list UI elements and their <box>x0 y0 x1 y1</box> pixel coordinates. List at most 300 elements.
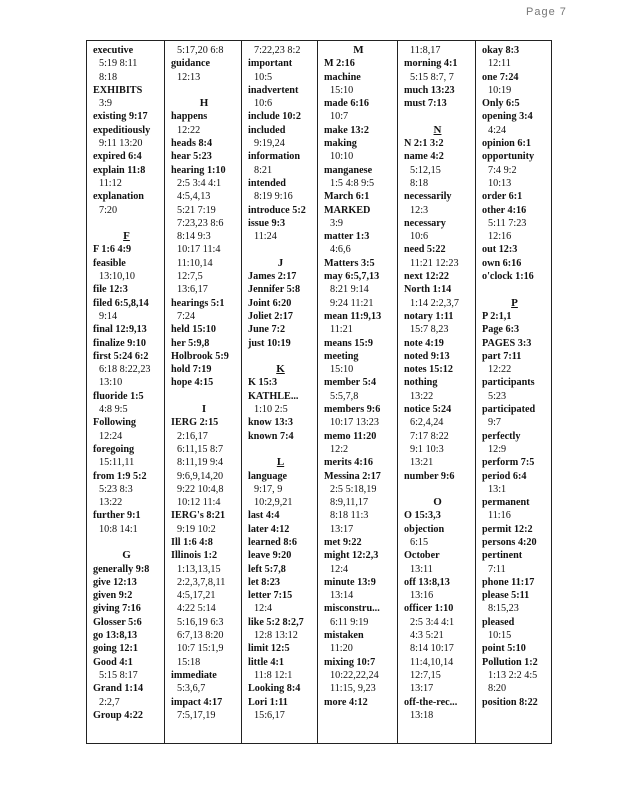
index-entry-page-ref: 12:4 <box>254 603 273 615</box>
index-entry-term: her 5:9,8 <box>171 337 210 349</box>
index-entry-term: Pollution 1:2 <box>482 656 538 668</box>
index-entry-page-ref: 10:6 <box>410 231 429 243</box>
index-entry-page-ref: 9:17, 9 <box>254 483 283 495</box>
index-entry-term: introduce 5:2 <box>248 204 306 216</box>
index-entry-page-ref: 13:22 <box>99 497 123 509</box>
index-entry-page-ref: 12:2 <box>330 443 349 455</box>
spacer <box>171 390 237 403</box>
index-entry-term: going 12:1 <box>93 643 138 655</box>
index-entry-page-ref: 5:19 8:11 <box>99 58 138 70</box>
index-entry-term: order 6:1 <box>482 191 523 203</box>
index-entry-term: please 5:11 <box>482 590 530 602</box>
index-entry-term: nothing <box>404 377 438 389</box>
index-entry-term: M 2:16 <box>324 58 355 70</box>
index-entry-term: phone 11:17 <box>482 576 535 588</box>
index-entry-page-ref: 10:15 <box>488 630 512 642</box>
index-entry-term: participated <box>482 404 536 416</box>
index-entry-term: meeting <box>324 350 359 362</box>
index-entry-term: impact 4:17 <box>171 696 223 708</box>
index-entry-page-ref: 9:24 11:21 <box>330 297 374 309</box>
index-entry-term: IERG's 8:21 <box>171 510 226 522</box>
index-entry-term: learned 8:6 <box>248 536 297 548</box>
index-entry-term: June 7:2 <box>248 324 286 336</box>
index-entry-page-ref: 10:6 <box>254 98 273 110</box>
index-entry-term: notes 15:12 <box>404 364 453 376</box>
section-letter-heading: M <box>353 44 364 56</box>
index-entry-term: explanation <box>93 191 144 203</box>
index-entry-page-ref: 7:5,17,19 <box>177 709 216 721</box>
index-entry-term: might 12:2,3 <box>324 550 379 562</box>
index-entry-page-ref: 13:22 <box>410 390 434 402</box>
index-entry-term: perform 7:5 <box>482 457 535 469</box>
index-entry-page-ref: 1:10 2:5 <box>254 404 288 416</box>
index-entry-term: P 2:1,1 <box>482 310 512 322</box>
index-entry-term: hearings 5:1 <box>171 297 225 309</box>
index-entry-term: issue 9:3 <box>248 217 286 229</box>
index-entry-page-ref: 10:8 14:1 <box>99 523 138 535</box>
index-entry-term: MARKED <box>324 204 371 216</box>
index-entry-page-ref: 6:2,4,24 <box>410 417 444 429</box>
index-entry-page-ref: 8:21 9:14 <box>330 284 369 296</box>
index-column-6 <box>476 41 552 743</box>
index-entry-term: language <box>248 470 288 482</box>
index-entry-page-ref: 12:11 <box>488 58 511 70</box>
index-entry-term: Holbrook 5:9 <box>171 350 229 362</box>
index-entry-term: executive <box>93 45 134 56</box>
index-entry-term: notary 1:11 <box>404 310 454 322</box>
index-entry-term: permit 12:2 <box>482 523 533 535</box>
index-entry-page-ref: 7:22,23 8:2 <box>254 45 301 56</box>
index-entry-term: giving 7:16 <box>93 603 141 615</box>
index-entry-term: out 12:3 <box>482 244 518 256</box>
index-entry-page-ref: 1:13,13,15 <box>177 563 221 575</box>
index-entry-term: okay 8:3 <box>482 45 520 56</box>
index-entry-page-ref: 15:10 <box>330 364 354 376</box>
index-entry-term: name 4:2 <box>404 151 444 163</box>
index-entry-term: other 4:16 <box>482 204 527 216</box>
index-entry-term: EXHIBITS <box>93 84 143 96</box>
index-entry-term: means 15:9 <box>324 337 373 349</box>
spacer <box>248 243 313 256</box>
spacer <box>93 536 160 549</box>
index-entry-term: N 2:1 3:2 <box>404 138 444 150</box>
index-entry-term: generally 9:8 <box>93 563 150 575</box>
index-entry-page-ref: 6:18 8:22,23 <box>99 364 151 376</box>
index-entry-term: Ill 1:6 4:8 <box>171 536 213 548</box>
index-column-1 <box>86 41 165 743</box>
spacer <box>171 84 237 97</box>
index-entry-page-ref: 13:10 <box>99 377 123 389</box>
index-entry-term: O 15:3,3 <box>404 510 441 522</box>
index-entry-term: make 13:2 <box>324 124 369 136</box>
index-entry-term: objection <box>404 523 445 535</box>
section-letter-heading: J <box>277 256 284 269</box>
index-entry-term: just 10:19 <box>248 337 291 349</box>
index-entry-page-ref: 15:6,17 <box>254 709 285 721</box>
index-entry-page-ref: 13:18 <box>410 709 434 721</box>
index-entry-term: Looking 8:4 <box>248 683 301 695</box>
spacer <box>248 350 313 363</box>
index-entry-page-ref: 5:16,19 6:3 <box>177 616 224 628</box>
index-entry-term: Joint 6:20 <box>248 297 292 309</box>
spacer <box>93 217 160 230</box>
index-entry-term: Glosser 5:6 <box>93 616 142 628</box>
index-entry-page-ref: 10:7 <box>330 111 349 123</box>
section-letter-heading: G <box>122 549 131 562</box>
index-entry-page-ref: 6:15 <box>410 536 429 548</box>
index-entry-page-ref: 7:20 <box>99 204 118 216</box>
index-entry-page-ref: 9:11 13:20 <box>99 138 143 150</box>
index-entry-term: Illinois 1:2 <box>171 550 218 562</box>
index-entry-page-ref: 8:18 <box>99 71 118 83</box>
index-entry-page-ref: 11:8,17 <box>410 45 441 56</box>
index-entry-page-ref: 13:14 <box>330 590 354 602</box>
index-entry-page-ref: 11:8 12:1 <box>254 669 293 681</box>
index-entry-page-ref: 7:11 <box>488 563 506 575</box>
index-entry-page-ref: 13:17 <box>410 683 434 695</box>
index-entry-term: hearing 1:10 <box>171 164 226 176</box>
index-entry-term: Jennifer 5:8 <box>248 284 301 296</box>
index-entry-term: o'clock 1:16 <box>482 271 534 283</box>
index-entry-term: expired 6:4 <box>93 151 142 163</box>
index-entry-page-ref: 7:17 8:22 <box>410 430 449 442</box>
index-entry-term: Messina 2:17 <box>324 470 381 482</box>
index-entry-term: held 15:10 <box>171 324 216 336</box>
index-entry-term: K 15:3 <box>248 377 278 389</box>
index-entry-page-ref: 8:14 9:3 <box>177 231 211 243</box>
section-letter-heading: O <box>433 496 442 509</box>
index-entry-term: finalize 9:10 <box>93 337 146 349</box>
section-letter-heading: K <box>276 363 285 376</box>
index-entry-page-ref: 2:5 3:4 4:1 <box>410 616 455 628</box>
index-entry-term: later 4:12 <box>248 523 290 535</box>
index-entry-term: machine <box>324 71 361 83</box>
index-entry-page-ref: 4:24 <box>488 124 507 136</box>
index-entry-page-ref: 5:17,20 6:8 <box>177 45 224 56</box>
index-entry-page-ref: 13:21 <box>410 457 434 469</box>
index-entry-page-ref: 4:5,17,21 <box>177 590 216 602</box>
index-entry-term: may 6:5,7,13 <box>324 271 380 283</box>
index-entry-page-ref: 13:11 <box>410 563 433 575</box>
index-entry-page-ref: 10:12 11:4 <box>177 497 221 509</box>
index-entry-term: necessarily <box>404 191 452 203</box>
index-entry-page-ref: 12:16 <box>488 231 512 243</box>
index-entry-term: feasible <box>93 257 126 269</box>
index-entry-term: opinion 6:1 <box>482 138 531 150</box>
index-entry-term: part 7:11 <box>482 350 522 362</box>
index-entry-term: heads 8:4 <box>171 138 213 150</box>
index-entry-term: Good 4:1 <box>93 656 133 668</box>
index-entry-term: number 9:6 <box>404 470 455 482</box>
index-entry-page-ref: 7:24 <box>177 310 196 322</box>
index-entry-term: fluoride 1:5 <box>93 390 144 402</box>
index-entry-term: met 9:22 <box>324 536 362 548</box>
index-entry-page-ref: 2:16,17 <box>177 430 208 442</box>
index-entry-page-ref: 9:19,24 <box>254 138 285 150</box>
index-entry-term: explain 11:8 <box>93 164 146 176</box>
index-entry-page-ref: 10:5 <box>254 71 273 83</box>
index-entry-term: letter 7:15 <box>248 590 293 602</box>
index-entry-term: guidance <box>171 58 211 70</box>
index-entry-term: persons 4:20 <box>482 536 537 548</box>
index-entry-page-ref: 10:17 11:4 <box>177 244 221 256</box>
word-index-table <box>86 40 552 744</box>
index-entry-page-ref: 13:10,10 <box>99 271 135 283</box>
index-entry-term: Grand 1:14 <box>93 683 144 695</box>
index-entry-page-ref: 4:5,4,13 <box>177 191 211 203</box>
index-entry-page-ref: 11:24 <box>254 231 277 243</box>
index-entry-page-ref: 5:23 <box>488 390 507 402</box>
index-entry-term: hope 4:15 <box>171 377 214 389</box>
index-entry-term: made 6:16 <box>324 98 369 110</box>
index-column-3 <box>242 41 318 743</box>
section-letter-heading: L <box>276 456 285 469</box>
index-entry-term: must 7:13 <box>404 98 447 110</box>
index-entry-page-ref: 7:23,23 8:6 <box>177 217 224 229</box>
index-entry-term: note 4:19 <box>404 337 444 349</box>
index-entry-term: Group 4:22 <box>93 709 143 721</box>
index-entry-page-ref: 2:2,7 <box>99 696 120 708</box>
index-entry-term: existing 9:17 <box>93 111 148 123</box>
index-entry-page-ref: 4:6,6 <box>330 244 351 256</box>
index-entry-term: own 6:16 <box>482 257 522 269</box>
index-entry-term: Only 6:5 <box>482 98 520 110</box>
index-entry-term: like 5:2 8:2,7 <box>248 616 304 628</box>
index-entry-term: members 9:6 <box>324 404 381 416</box>
index-entry-page-ref: 11:12 <box>99 177 122 189</box>
index-entry-page-ref: 12:8 13:12 <box>254 630 298 642</box>
index-entry-page-ref: 11:16 <box>488 510 511 522</box>
section-letter-heading: P <box>511 296 518 309</box>
index-entry-page-ref: 8:21 <box>254 164 273 176</box>
index-entry-page-ref: 8:18 11:3 <box>330 510 369 522</box>
index-entry-term: morning 4:1 <box>404 58 458 70</box>
index-entry-page-ref: 8:9,11,17 <box>330 497 369 509</box>
index-entry-page-ref: 13:17 <box>330 523 354 535</box>
page-number-label: Page 7 <box>526 6 567 18</box>
index-entry-term: expeditiously <box>93 124 151 136</box>
index-entry-term: included <box>248 124 286 136</box>
index-entry-page-ref: 11:21 12:23 <box>410 257 459 269</box>
index-entry-page-ref: 10:22,22,24 <box>330 669 379 681</box>
index-entry-page-ref: 7:4 9:2 <box>488 164 517 176</box>
index-entry-term: PAGES 3:3 <box>482 337 532 349</box>
index-entry-page-ref: 5:23 8:3 <box>99 483 133 495</box>
index-entry-term: last 4:4 <box>248 510 280 522</box>
index-entry-term: matter 1:3 <box>324 231 370 243</box>
index-entry-page-ref: 13:6,17 <box>177 284 208 296</box>
index-entry-page-ref: 11:4,10,14 <box>410 656 454 668</box>
index-entry-term: position 8:22 <box>482 696 538 708</box>
index-entry-term: making <box>324 138 357 150</box>
index-entry-term: filed 6:5,8,14 <box>93 297 149 309</box>
index-entry-page-ref: 13:1 <box>488 483 507 495</box>
index-entry-term: go 13:8,13 <box>93 630 138 642</box>
index-entry-page-ref: 1:14 2:2,3,7 <box>410 297 459 309</box>
index-entry-page-ref: 10:2,9,21 <box>254 497 293 509</box>
index-entry-term: from 1:9 5:2 <box>93 470 147 482</box>
index-entry-page-ref: 15:10 <box>330 84 354 96</box>
index-entry-page-ref: 8:19 9:16 <box>254 191 293 203</box>
index-entry-term: know 13:3 <box>248 417 294 429</box>
index-entry-page-ref: 12:22 <box>488 364 512 376</box>
index-entry-term: off-the-rec... <box>404 696 458 708</box>
index-entry-page-ref: 12:22 <box>177 124 201 136</box>
index-entry-term: hear 5:23 <box>171 151 212 163</box>
index-entry-term: pertinent <box>482 550 523 562</box>
index-entry-term: F 1:6 4:9 <box>93 244 132 256</box>
index-entry-page-ref: 10:17 13:23 <box>330 417 379 429</box>
index-entry-term: given 9:2 <box>93 590 133 602</box>
index-entry-term: mistaken <box>324 630 364 642</box>
index-entry-page-ref: 10:19 <box>488 84 512 96</box>
index-entry-page-ref: 5:15 8:17 <box>99 669 138 681</box>
index-entry-term: point 5:10 <box>482 643 526 655</box>
index-entry-term: manganese <box>324 164 373 176</box>
index-entry-term: IERG 2:15 <box>171 417 219 429</box>
index-entry-term: participants <box>482 377 535 389</box>
index-entry-term: little 4:1 <box>248 656 284 668</box>
index-entry-term: Joliet 2:17 <box>248 310 293 322</box>
index-entry-page-ref: 9:19 10:2 <box>177 523 216 535</box>
index-entry-term: March 6:1 <box>324 191 370 203</box>
index-entry-page-ref: 15:18 <box>177 656 201 668</box>
section-letter-heading: H <box>199 97 209 110</box>
index-entry-term: opening 3:4 <box>482 111 533 123</box>
index-entry-page-ref: 8:18 <box>410 177 429 189</box>
spacer <box>482 283 547 296</box>
index-entry-term: notice 5:24 <box>404 404 452 416</box>
index-entry-term: give 12:13 <box>93 576 137 588</box>
index-entry-term: foregoing <box>93 443 135 455</box>
index-entry-page-ref: 2:5 3:4 4:1 <box>177 177 222 189</box>
index-entry-page-ref: 8:14 10:17 <box>410 643 454 655</box>
index-entry-term: limit 12:5 <box>248 643 290 655</box>
index-entry-term: file 12:3 <box>93 284 128 296</box>
index-entry-page-ref: 13:16 <box>410 590 434 602</box>
index-entry-term: much 13:23 <box>404 84 455 96</box>
index-entry-term: James 2:17 <box>248 271 297 283</box>
index-entry-term: off 13:8,13 <box>404 576 450 588</box>
index-entry-page-ref: 15:11,11 <box>99 457 135 469</box>
index-entry-term: let 8:23 <box>248 576 280 588</box>
index-entry-page-ref: 12:24 <box>99 430 123 442</box>
index-entry-page-ref: 11:10,14 <box>177 257 213 269</box>
index-entry-page-ref: 9:22 10:4,8 <box>177 483 224 495</box>
index-entry-term: first 5:24 6:2 <box>93 350 149 362</box>
index-entry-term: Page 6:3 <box>482 324 520 336</box>
index-column-4 <box>318 41 398 743</box>
index-entry-page-ref: 5:15 8:7, 7 <box>410 71 454 83</box>
index-entry-page-ref: 12:3 <box>410 204 429 216</box>
index-entry-page-ref: 5:12,15 <box>410 164 441 176</box>
index-entry-page-ref: 5:11 7:23 <box>488 217 527 229</box>
index-entry-term: include 10:2 <box>248 111 301 123</box>
index-entry-page-ref: 5:5,7,8 <box>330 390 359 402</box>
index-entry-term: October <box>404 550 440 562</box>
index-entry-page-ref: 2:2,3,7,8,11 <box>177 576 226 588</box>
index-entry-term: minute 13:9 <box>324 576 376 588</box>
index-entry-page-ref: 10:10 <box>330 151 354 163</box>
index-entry-page-ref: 12:7,5 <box>177 271 203 283</box>
index-entry-page-ref: 15:7 8,23 <box>410 324 449 336</box>
index-entry-page-ref: 11:21 <box>330 324 353 336</box>
index-entry-term: leave 9:20 <box>248 550 292 562</box>
index-entry-page-ref: 1:13 2:2 4:5 <box>488 669 538 681</box>
index-entry-page-ref: 9:7 <box>488 417 502 429</box>
index-entry-page-ref: 5:3,6,7 <box>177 683 206 695</box>
section-letter-heading: F <box>123 230 130 243</box>
index-entry-term: perfectly <box>482 430 521 442</box>
index-entry-term: need 5:22 <box>404 244 446 256</box>
index-entry-page-ref: 9:1 10:3 <box>410 443 444 455</box>
index-column-5 <box>398 41 476 743</box>
index-entry-page-ref: 4:3 5:21 <box>410 630 444 642</box>
index-entry-page-ref: 9:14 <box>99 310 118 322</box>
spacer <box>404 483 471 496</box>
index-entry-page-ref: 3:9 <box>99 98 113 110</box>
index-entry-term: hold 7:19 <box>171 364 212 376</box>
index-entry-term: opportunity <box>482 151 535 163</box>
index-entry-term: period 6:4 <box>482 470 527 482</box>
section-letter-heading: I <box>201 403 207 416</box>
index-column-2 <box>165 41 242 743</box>
index-entry-term: member 5:4 <box>324 377 377 389</box>
index-entry-term: happens <box>171 111 208 123</box>
index-entry-page-ref: 12:9 <box>488 443 507 455</box>
index-entry-term: permanent <box>482 497 530 509</box>
spacer <box>248 443 313 456</box>
index-entry-term: North 1:14 <box>404 284 452 296</box>
index-entry-term: Lori 1:11 <box>248 696 288 708</box>
index-entry-term: mean 11:9,13 <box>324 310 382 322</box>
index-entry-term: known 7:4 <box>248 430 294 442</box>
index-entry-term: more 4:12 <box>324 696 368 708</box>
index-entry-term: further 9:1 <box>93 510 141 522</box>
index-entry-term: noted 9:13 <box>404 350 450 362</box>
index-entry-page-ref: 8:15,23 <box>488 603 519 615</box>
index-entry-page-ref: 12:13 <box>177 71 201 83</box>
index-entry-page-ref: 5:21 7:19 <box>177 204 216 216</box>
index-entry-term: immediate <box>171 669 217 681</box>
section-letter-heading: N <box>433 123 442 136</box>
index-entry-term: officer 1:10 <box>404 603 454 615</box>
index-entry-term: final 12:9,13 <box>93 324 147 336</box>
index-entry-term: memo 11:20 <box>324 430 377 442</box>
index-entry-term: left 5:7,8 <box>248 563 286 575</box>
index-entry-term: inadvertent <box>248 84 299 96</box>
index-entry-term: intended <box>248 177 286 189</box>
index-entry-page-ref: 4:8 9:5 <box>99 404 128 416</box>
index-entry-page-ref: 11:20 <box>330 643 353 655</box>
index-entry-term: Following <box>93 417 137 429</box>
index-entry-term: important <box>248 58 293 70</box>
index-entry-page-ref: 1:5 4:8 9:5 <box>330 177 375 189</box>
index-entry-page-ref: 6:11,15 8:7 <box>177 443 224 455</box>
index-entry-page-ref: 8:11,19 9:4 <box>177 457 224 469</box>
index-entry-page-ref: 12:7,15 <box>410 669 441 681</box>
index-entry-term: pleased <box>482 616 515 628</box>
index-entry-page-ref: 3:9 <box>330 217 344 229</box>
index-entry-page-ref: 4:22 5:14 <box>177 603 216 615</box>
index-entry-term: merits 4:16 <box>324 457 373 469</box>
index-entry-term: misconstru... <box>324 603 380 615</box>
index-entry-page-ref: 11:15, 9,23 <box>330 683 376 695</box>
index-entry-term: Matters 3:5 <box>324 257 375 269</box>
spacer <box>404 110 471 123</box>
index-entry-term: information <box>248 151 301 163</box>
index-entry-page-ref: 8:20 <box>488 683 507 695</box>
